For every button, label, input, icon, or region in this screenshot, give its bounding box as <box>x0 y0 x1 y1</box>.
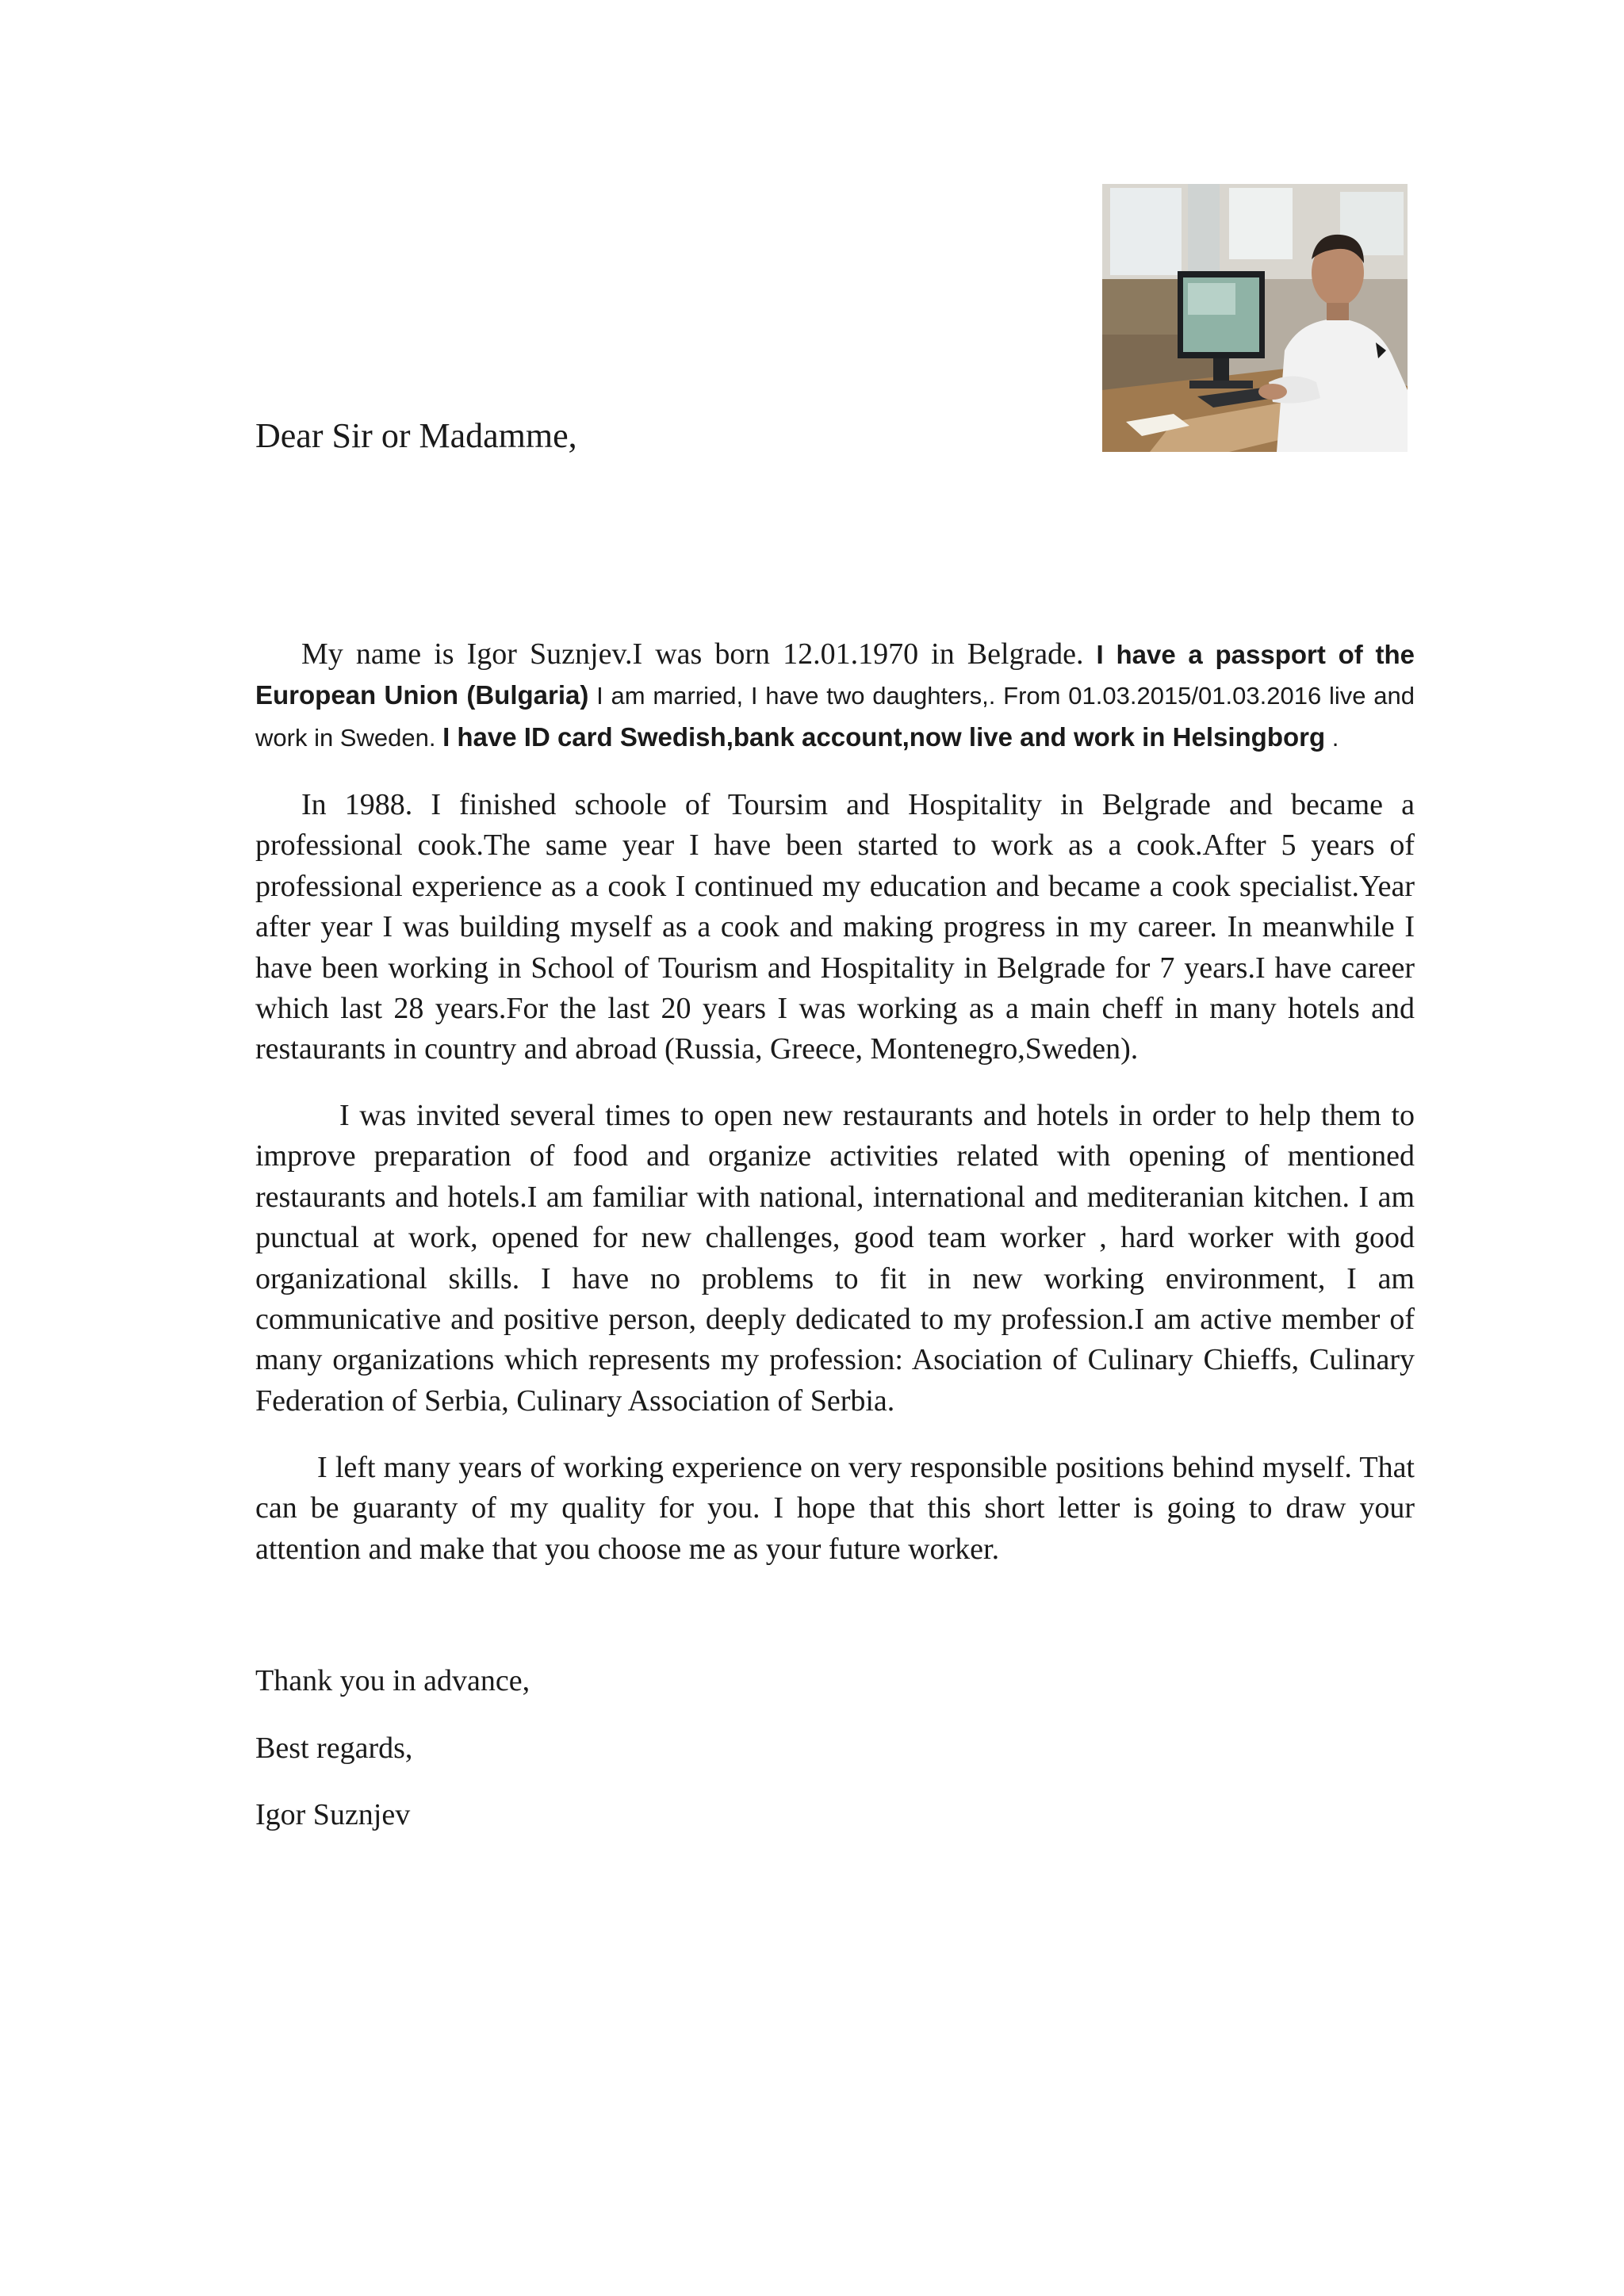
closing-thanks: Thank you in advance, <box>255 1664 530 1697</box>
family-residence-text: I am married, I have two daughters,. From 01.03.2015/01.03.2016 live and work in Sweden. <box>255 682 1415 752</box>
passport-statement: I have a passport of the European Union (Bulgaria) <box>255 640 1415 710</box>
paragraph-personal-info <box>255 634 1415 758</box>
paragraph-end: . <box>1325 723 1339 752</box>
portrait-photo <box>1102 184 1408 452</box>
paragraph-career: In 1988. I finished schoole of Toursim and Hospitality in Belgrade and became a professional cook.The same year I have been started to work as a cook.After 5 years of professional experience as a cook I continued my education and became a cook specialist.Year after year I was building myself as a cook and making progress in my career. In meanwhile I have been working in School of Tourism and Hospitality in Belgrade for 7 years.I have career which last 28 years.For the last 20 years I was working as a main cheff in many hotels and restaurants in country and abroad (Russia, Greece, Montenegro,Sweden). <box>255 788 1415 1066</box>
paragraph-conclusion: I left many years of working experience on very responsible positions behind myself. That can be guaranty of my quality for you. I hope that this short letter is going to draw your attention and make that you choose me as your future worker. <box>255 1451 1415 1566</box>
paragraph-skills: I was invited several times to open new restaurants and hotels in order to help them to improve preparation of food and organize activities related with opening of mentioned restaurants and hotels.I am familiar with national, international and mediteranian kitchen. I am punctual at work, opened for new challenges, good team worker , hard worker with good organizational skills. I have no problems to fit in new working environment, I am communicative and positive person, deeply dedicated to my profession.I am active member of many organizations which represents my profession: Asociation of Culinary Chieffs, Culinary Federation of Serbia, Culinary Association of Serbia. <box>255 1099 1415 1418</box>
intro-text: My name is Igor Suznjev.I was born 12.01.1970 in Belgrade. <box>301 637 1097 671</box>
salutation: Dear Sir or Madamme, <box>255 416 577 455</box>
id-card-statement: I have ID card Swedish,bank account,now live and work in Helsingborg <box>442 721 1326 752</box>
closing-regards: Best regards, <box>255 1732 413 1765</box>
signature-name: Igor Suznjev <box>255 1798 411 1831</box>
